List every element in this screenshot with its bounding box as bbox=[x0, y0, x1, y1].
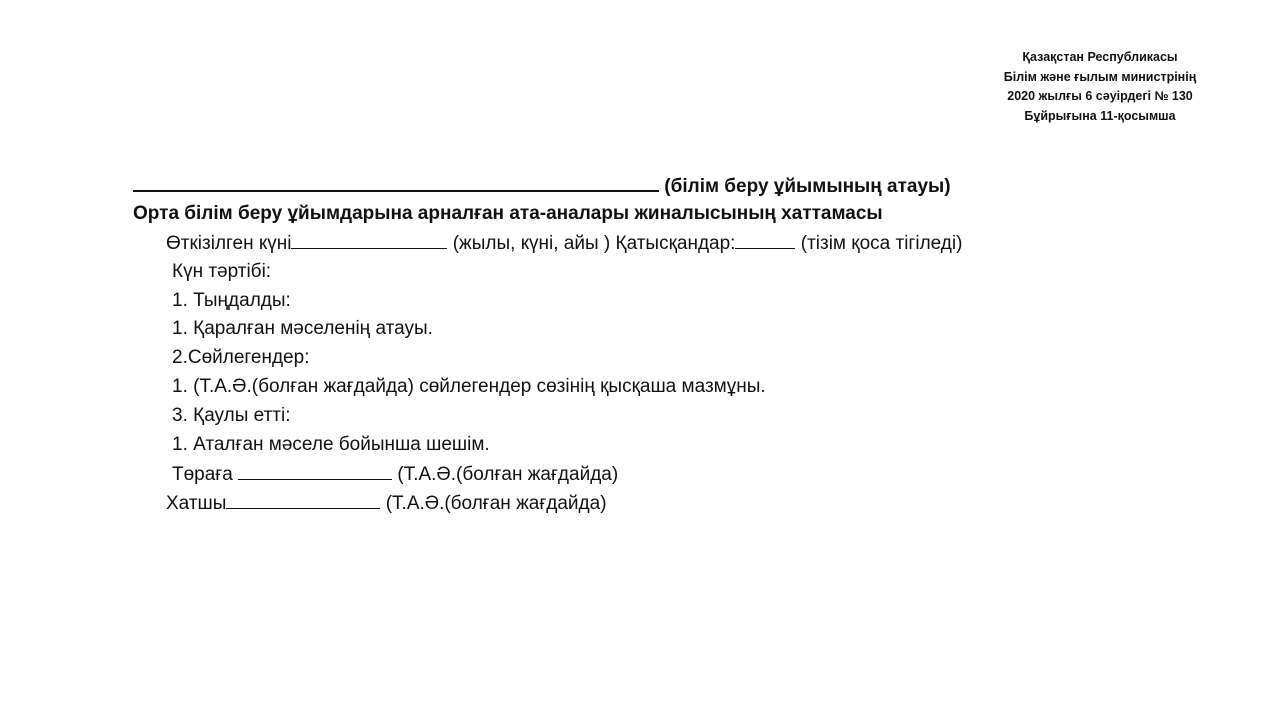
organization-line bbox=[133, 172, 951, 199]
secretary-label: Хатшы bbox=[166, 493, 227, 514]
agenda-issue-name: 1. Қаралған мәселенің атауы. bbox=[172, 318, 433, 339]
organization-name-blank[interactable] bbox=[133, 172, 659, 192]
chair-signature-line bbox=[172, 462, 618, 487]
note-line-order-date: 2020 жылғы 6 сәуірдегі № 130 bbox=[1007, 89, 1193, 103]
participants-blank[interactable] bbox=[735, 231, 795, 249]
note-line-republic: Қазақстан Республикасы bbox=[1022, 50, 1178, 64]
participants-label: Қатысқандар: bbox=[615, 233, 736, 254]
order-appendix-note bbox=[940, 48, 1260, 126]
agenda-speakers: 2.Сөйлегендер: bbox=[172, 347, 310, 368]
agenda-heading: Күн тәртібі: bbox=[172, 261, 272, 282]
secretary-hint: (Т.А.Ә.(болған жағдайда) bbox=[385, 493, 607, 514]
agenda-decided: 3. Қаулы етті: bbox=[172, 405, 291, 426]
document-title: Орта білім беру ұйымдарына арналған ата-аналары жиналысының хаттамасы bbox=[133, 203, 883, 224]
organization-label: (білім беру ұйымының атауы) bbox=[664, 176, 951, 197]
note-line-ministry: Білім және ғылым министрінің bbox=[1003, 69, 1197, 84]
date-blank[interactable] bbox=[291, 231, 447, 249]
agenda-speech-summary: 1. (Т.А.Ә.(болған жағдайда) сөйлегендер сөзінің қысқаша мазмұны. bbox=[172, 376, 766, 397]
date-hint: (жылы, күні, айы ) bbox=[452, 233, 611, 254]
agenda-listened: 1. Тыңдалды: bbox=[172, 290, 291, 311]
participants-hint: (тізім қоса тігіледі) bbox=[800, 233, 963, 254]
note-line-appendix: Бұйрығына 11-қосымша bbox=[1024, 108, 1176, 123]
secretary-signature-line bbox=[166, 491, 607, 516]
secretary-signature-blank[interactable] bbox=[226, 491, 380, 509]
chair-hint: (Т.А.Ә.(болған жағдайда) bbox=[397, 464, 619, 485]
agenda-decision: 1. Аталған мәселе бойынша шешім. bbox=[172, 434, 490, 455]
chair-signature-blank[interactable] bbox=[238, 462, 392, 480]
chair-label: Төраға bbox=[172, 464, 233, 485]
meeting-info-line bbox=[166, 231, 962, 256]
date-label: Өткізілген күні bbox=[166, 233, 292, 254]
